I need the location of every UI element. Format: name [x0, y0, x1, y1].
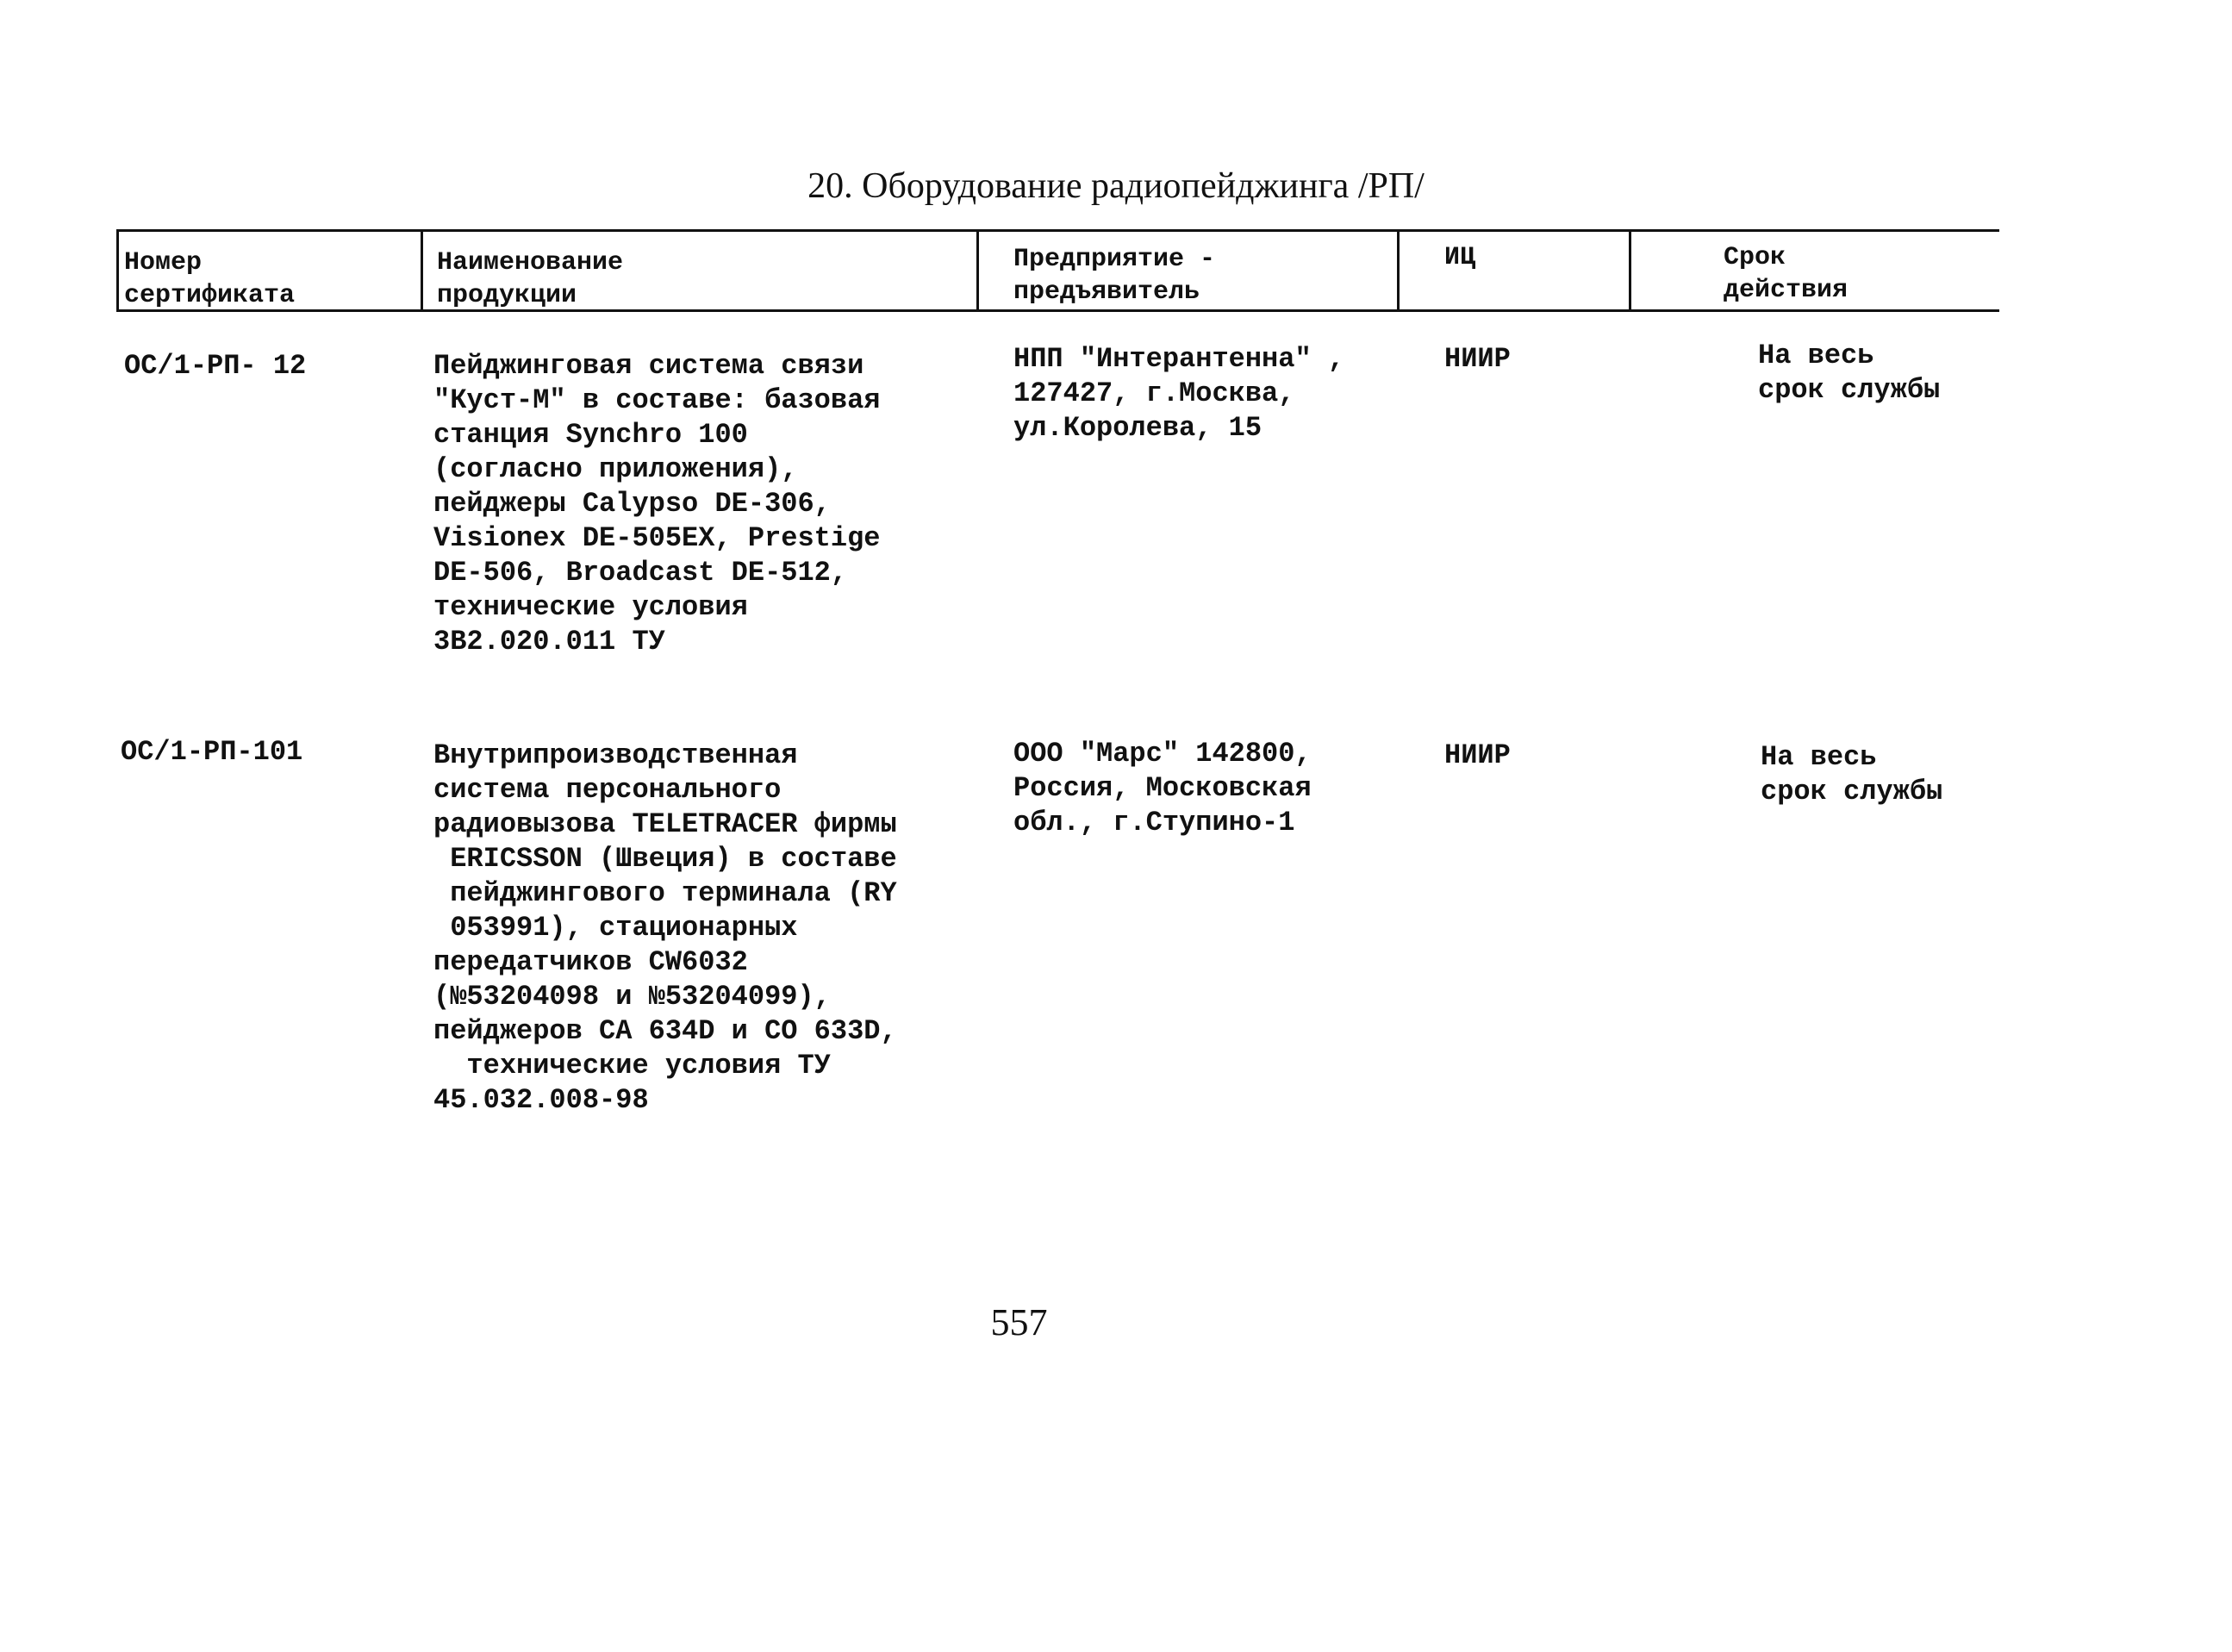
- column-divider-1: [421, 229, 423, 312]
- column-divider-3: [1397, 229, 1400, 312]
- row-2-product-name: Внутрипроизводственная система персонального радиовызова TELETRACER фирмы ERICSSON (Швеция) в составе пейджингового терминала (RY 053991), стационарных передатчиков CW6032 (№53204098 и №53204099), пейджеров CA 634D и CO 633D, технические условия ТУ 45.032.008-98: [433, 739, 897, 1116]
- row-1-product-name: Пейджинговая система связи "Куст-М" в составе: базовая станция Synchro 100 (согласно приложения), пейджеры Calypso DE-306, Visionex DE-505EX, Prestige DE-506, Broadcast DE-512, технические условия 3В2.020.011 ТУ: [433, 350, 881, 658]
- row-2-test-center: НИИР: [1444, 739, 1511, 771]
- column-divider-2: [976, 229, 979, 312]
- header-validity: Срок действия: [1724, 243, 1849, 305]
- row-2-validity: На весь срок службы: [1761, 741, 1943, 807]
- row-1-company: НПП "Интерантенна" , 127427, г.Москва, ул.Королева, 15: [1013, 343, 1345, 444]
- column-divider-4: [1629, 229, 1631, 312]
- row-1-validity: На весь срок службы: [1758, 340, 1941, 406]
- header-test-center: ИЦ: [1444, 243, 1476, 272]
- row-2-certificate-number: ОС/1-РП-101: [121, 736, 303, 768]
- row-1-certificate-number: ОС/1-РП- 12: [124, 350, 307, 382]
- row-1-test-center: НИИР: [1444, 343, 1511, 375]
- page-number: 557: [990, 1301, 1048, 1343]
- header-company: Предприятие - предъявитель: [1013, 245, 1216, 307]
- row-2-company: ООО "Марс" 142800, Россия, Московская обл., г.Ступино-1: [1013, 738, 1312, 838]
- section-title: 20. Оборудование радиопейджинга /РП/: [807, 166, 1425, 206]
- header-product-name: Наименование продукции: [437, 248, 624, 310]
- header-certificate-number: Номер сертификата: [124, 248, 296, 310]
